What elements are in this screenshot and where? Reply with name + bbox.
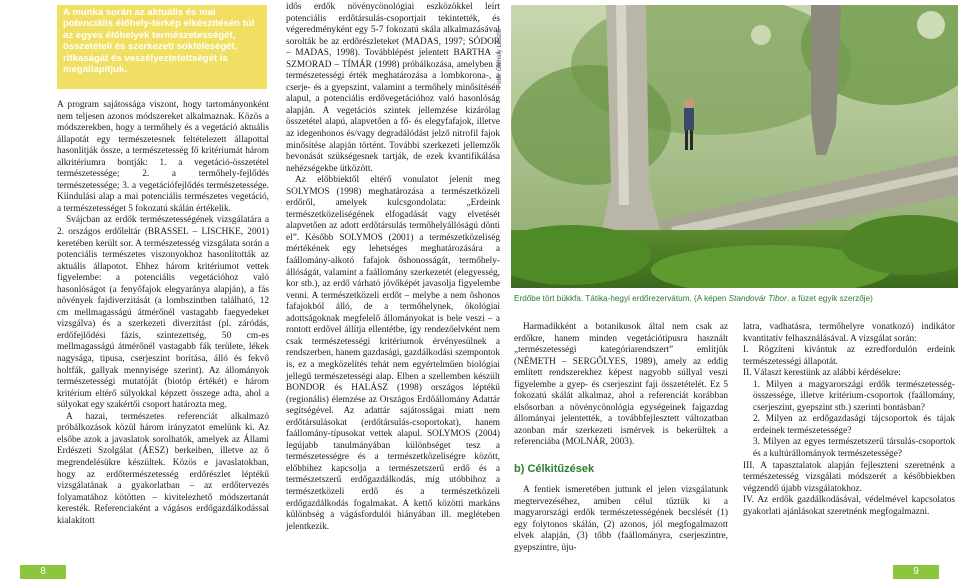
list-item: 2. Milyen az erdőgazdasági tájcsoportok és tájak erdeinek természetessége? [753, 414, 955, 436]
right-column-a-continued [514, 485, 728, 554]
paragraph: Svájcban az erdők természetességének vizsgálatára a 2. országos erdőleltár (BRASSEL – LISCHKE, 2001) keretében került sor. A természetesség vizsgálata során a potenciális természetes viszonyokhoz hasonlították az aktuális állapotot. Ehhez három kritériumot vettek figyelembe: a potenciális vegetációhoz való hasonlóságot (a fenyőfajok elegyaránya alapján), a fás növények fajdiverzitását (a lombszintben található, 12 cm mellmagasságú átmérőnél vastagabb faegyedeket vizsgálva) és a szerkezeti diverzitást (pl. záródás, erdőfejlődési fázis, szintezettség, 50 cm-es mellmagasságú átmérőnél vastagabb fák területe, lékek nagysága, tipusa, cserjeszint borítása, álló és fekvő holtfák, gallyak mennyisége szerint). Az állományok természetességi mutatóját (biotóp értékét) e három kritérium eltérő súlyokkal képzett összege adta, ahol a súlyokat egy szakértői csoport határozta meg. [57, 215, 269, 411]
caption-person: Standovár Tibor [728, 294, 787, 303]
list-item: 3. Milyen az egyes természetszerű társulás-csoportok és a kultúrállományok természetessége? [753, 437, 955, 460]
paragraph: Harmadikként a botanikusok által nem csak az erdőkre, hanem minden vegetációtípusra használt „természetességi kategóriarendszert” említjük (NÉMETH – SERGŐLYES, 1989), amely az eddig említett rendszerekhez képest nagyobb súllyal veszi figyelembe a gyep- és cserjeszint faji összetételét. Ez 5 fokozatú skálát alkalmaz, ahol a referenciát korábban elsősorban a növénycönológia egységeinek fajgazdag állományai jelentették, a továbbfejlesztett változatban azonban már szerkezeti ismérvek is bekerültek a referenciába (MOLNÁR, 2003). [514, 322, 728, 448]
list-item: 1. Milyen a magyarországi erdők természetesség-összessége, illetve kritérium-csoportok (faállomány, cserjeszint, gyepszint stb.) szerinti bontásban? [753, 379, 955, 413]
forest-photo [511, 5, 958, 288]
photo-caption [514, 294, 954, 304]
photo-credit: Fotó: Galhidy László [496, 28, 503, 88]
list-item: I. Rögzíteni kívántuk az ezredfordulón erdeink természetességi állapotát. [743, 345, 955, 367]
middle-column [286, 2, 500, 533]
list-item: III. A tapasztalatok alapján fejleszteni szeretnénk a természetesség vizsgálati módszerét a későbbiekben végzendő újabb vizsgálatokhoz. [743, 460, 955, 494]
paragraph: A hazai, természetes referenciát alkalmazó próbálkozások közül három irányzatot emelünk ki. Az elsőbe azok a javaslatok sorolhatók, amelyek az Állami Erdészeti Szolgálat (ÁESZ) berkeiben, illetve az ő megrendelésükre készültek. Közös e javaslatokban, hogy az erdőtermészetesség erdőrészlet léptékű vizsgálatának a gyakorlatban – az erdőtervezés folyamatához kötötten – kivitelezhető módszertanát keresték. Referenciaként a vágásos erdőgazdálkodással kialakított [57, 411, 269, 526]
caption-end: . a füzet egyik szerzője) [786, 294, 873, 303]
left-column [57, 100, 269, 527]
callout-text: A munka során az aktuális és mai potenciális élőhely-térkép elkészítésén túl az egyes élőhelyek természetességét, összetételi és szerkezeti sokféleségét, ritkaságát és veszélyeztetettségét is megállapítjuk. [63, 7, 255, 76]
list-item: IV. Az erdők gazdálkodásával, védelmével kapcsolatos gyakorlati ajánlásokat szeretnénk megfogalmazni. [743, 495, 955, 517]
highlight-callout [57, 5, 267, 89]
list-item: II. Választ kerestünk az alábbi kérdésekre: [743, 368, 901, 379]
forest-photo-image [511, 5, 958, 288]
right-column-a [514, 322, 728, 449]
right-column-b [743, 322, 955, 518]
caption-text: Erdőbe tört bükkfa. Tátika-hegyi erdőrezervátum. (A képen [514, 294, 729, 303]
page-number-left: 8 [20, 565, 66, 579]
paragraph: idős erdők növénycönológiai eszközökkel leírt potenciális erdőtársulás-csoportjait tekintették, és végeredményként egy 5-7 fokozatú skála alkalmazásával sorolták be az erdőrészleteket (MADAS, 1997; SÓDOR – MADAS, 1998). Továbblépést jelentett BARTHA – SZMORAD – TÍMÁR (1998) próbálkozása, amelyben a természetességi érték meghatározása a lombkorona-, a cserje- és a gyepszint, valamint a termőhely minősítésén alapul, a potenciális erdővegetációhoz való hasonlóság alapján. A vegetációs szintek jellemzése kizárólag összetétel alapú, alapvetően a fő- és elegyfafajok, illetve az idegenhonos és/vagy degradálódást jelző nitrofil fajok minősítése alapján történt. További szerkezeti jellemzők bevonását szükségesnek tartják, de ezek kvantifikálása nehézségekbe ütközött. [286, 2, 500, 174]
paragraph: A program sajátossága viszont, hogy tartományonként nem teljesen azonos módszereket alkalmaznak. Közös a módszerekben, hogy a termőhely és a vegetáció aktuális állapotát egy természetesnek feltételezett állapottal hasonlítják össze, a természetesség fő kritériumát három alkritériumra bontják: 1. a vegetáció-összetétel természetessége; 2. a termőhely-fejlődés természetessége; 3. a vegetációfejlődés természetessége. Kiindulási alap a mai potenciális természetes vegetáció, a természetességet 5 fokozatú skálán értékelik. [57, 100, 269, 214]
paragraph: A fentiek ismeretében juttunk el jelen vizsgálatunk megtervezéséhez, amiben célul tűztük ki a magyarországi erdők természetességének becslését (1) egy folytonos skálán, (2) azonos, jól megfogalmazott elvek alapján, (3) tőbb (faállományra, cserjeszintre, gyepszintre, üju- [514, 485, 728, 553]
paragraph: latra, vadhatásra, termőhelyre vonatkozó) indikátor kvantitatív felhasználásával. A vizsgálat során: [743, 322, 955, 344]
paragraph: Az előbbiektől eltérő vonulatot jelenít meg SOLYMOS (1998) meghatározása a természetközeli erdőről, amelyek kulcsgondolata: „Erdeink természetközeliségének elfogadását vagy elvetését alapvetően az adott erdőtársulás termőhelyállóságú dönti el”. Később SOLYMOS (2001) a természetközeliség mértékének egy lehetséges meghatározására a faállomány-alkotó fafajok őshonosságát, termőhely-állóságát, valamint a faállomány szerkezetét (elegyesség, kor stb.), az erdő várható jövőképét javasolja figyelembe venni. A természetközeli erdőt – melybe a nem őshonos fafajokból álló, de a termőhelynek, ökológiai adottságoknak megfelelő állományokat is bele veszi – a rontott erdővel állítja ellentétbe, így rendezőelvként nem csak természetességi kritériumok érvényesülnek a rendszerben, hanem gazdasági, gazdálkodási szempontok is, ez a megközelítés tehát nem egyértelműen biológiai jellegű természetességi alap. Elben a szellemben készült BONDOR és HALÁSZ (1998) országos léptékű (regionális) élemzése az Országos Erdőállomány Adattár segítségével. Az adattár sajátosságai miatt nem erdőtársulásokat (erdőtársulás-csoportokat), hanem faállomány-típusokat vettek alapul. SOLYMOS (2004) legújabb tanulmányában különbséget tesz a természetességre és a természetközeliségre között, előbbihez kapcsolja a természetszerű erdő és a természetszerű erdőgazdálkodás, míg utóbbihoz a természetközeli erdő és a természetközeli erdőgazdálkodás fogalmakat. A kettő közötti markáns különbség a vágásfordulói hiányában ill. megléteben jelentkezik. [286, 175, 500, 532]
section-heading: b) Célkitűzések [514, 463, 595, 475]
page-number-right: 9 [893, 565, 939, 579]
